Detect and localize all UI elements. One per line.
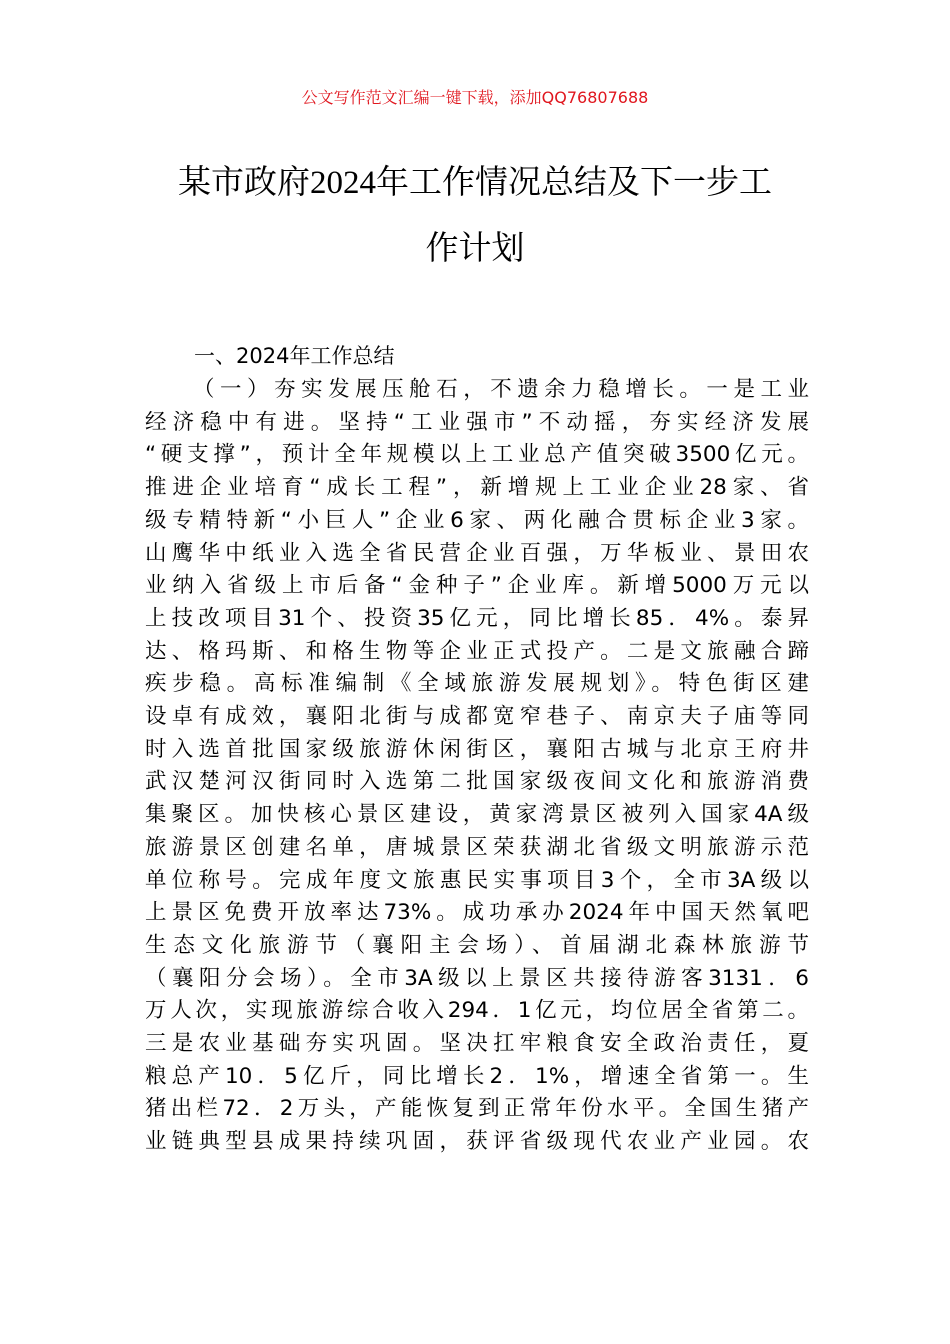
body-line: 推进企业培育“成长工程”，新增规上工业企业28家、省 xyxy=(145,475,809,501)
body-line: 疾步稳。高标准编制《全域旅游发展规划》。特色街区建 xyxy=(145,671,809,697)
body-line: 生态文化旅游节（襄阳主会场）、首届湖北森林旅游节 xyxy=(145,932,809,958)
body-line: 旅游景区创建名单，唐城景区荣获湖北省级文明旅游示范 xyxy=(145,834,809,860)
body-line: 业纳入省级上市后备“金种子”企业库。新增5000万元以 xyxy=(145,573,809,599)
title-line-1: 某市政府2024年工作情况总结及下一步工 xyxy=(178,165,772,201)
title-line-2: 作计划 xyxy=(425,231,525,267)
body-line: 集聚区。加快核心景区建设，黄家湾景区被列入国家4A级 xyxy=(145,802,809,828)
body-line: 三是农业基础夯实巩固。坚决扛牢粮食安全政治责任，夏 xyxy=(145,1031,809,1057)
body-line: 山鹰华中纸业入选全省民营企业百强，万华板业、景田农 xyxy=(145,540,809,566)
body-line: （一）夯实发展压舱石，不遗余力稳增长。一是工业 xyxy=(193,377,809,402)
promo-banner: 公文写作范文汇编一键下载，添加QQ76807688 xyxy=(301,88,649,107)
body-line: 猪出栏72．2万头，产能恢复到正常年份水平。全国生猪产 xyxy=(145,1096,809,1122)
body-line: 级专精特新“小巨人”企业6家、两化融合贯标企业3家。 xyxy=(145,507,809,533)
body-line: “硬支撑”，预计全年规模以上工业总产值突破3500亿元。 xyxy=(145,442,809,468)
body-line: 达、格玛斯、和格生物等企业正式投产。二是文旅融合蹄 xyxy=(145,638,809,664)
document-title xyxy=(140,150,810,282)
body-line: 经济稳中有进。坚持“工业强市”不动摇，夯实经济发展 xyxy=(145,409,809,435)
body-line: （襄阳分会场）。全市3A级以上景区共接待游客3131．6 xyxy=(145,965,809,991)
body-line: 业链典型县成果持续巩固，获评省级现代农业产业园。农 xyxy=(145,1129,809,1155)
body-line: 粮总产10．5亿斤，同比增长2．1%，增速全省第一。生 xyxy=(145,1063,809,1089)
body-paragraph xyxy=(145,374,815,1159)
body-line: 时入选首批国家级旅游休闲街区，襄阳古城与北京王府井 xyxy=(145,736,809,762)
body-line: 单位称号。完成年度文旅惠民实事项目3个，全市3A级以 xyxy=(145,867,809,893)
body-line: 武汉楚河汉街同时入选第二批国家级夜间文化和旅游消费 xyxy=(145,769,809,795)
body-line: 上技改项目31个、投资35亿元，同比增长85．4%。泰昇 xyxy=(145,605,809,631)
body-line: 万人次，实现旅游综合收入294．1亿元，均位居全省第二。 xyxy=(145,998,809,1024)
body-line: 上景区免费开放率达73%。成功承办2024年中国天然氧吧 xyxy=(145,900,809,926)
section-heading: 一、2024年工作总结 xyxy=(194,344,395,368)
body-line: 设卓有成效，襄阳北街与成都宽窄巷子、南京夫子庙等同 xyxy=(145,704,809,730)
